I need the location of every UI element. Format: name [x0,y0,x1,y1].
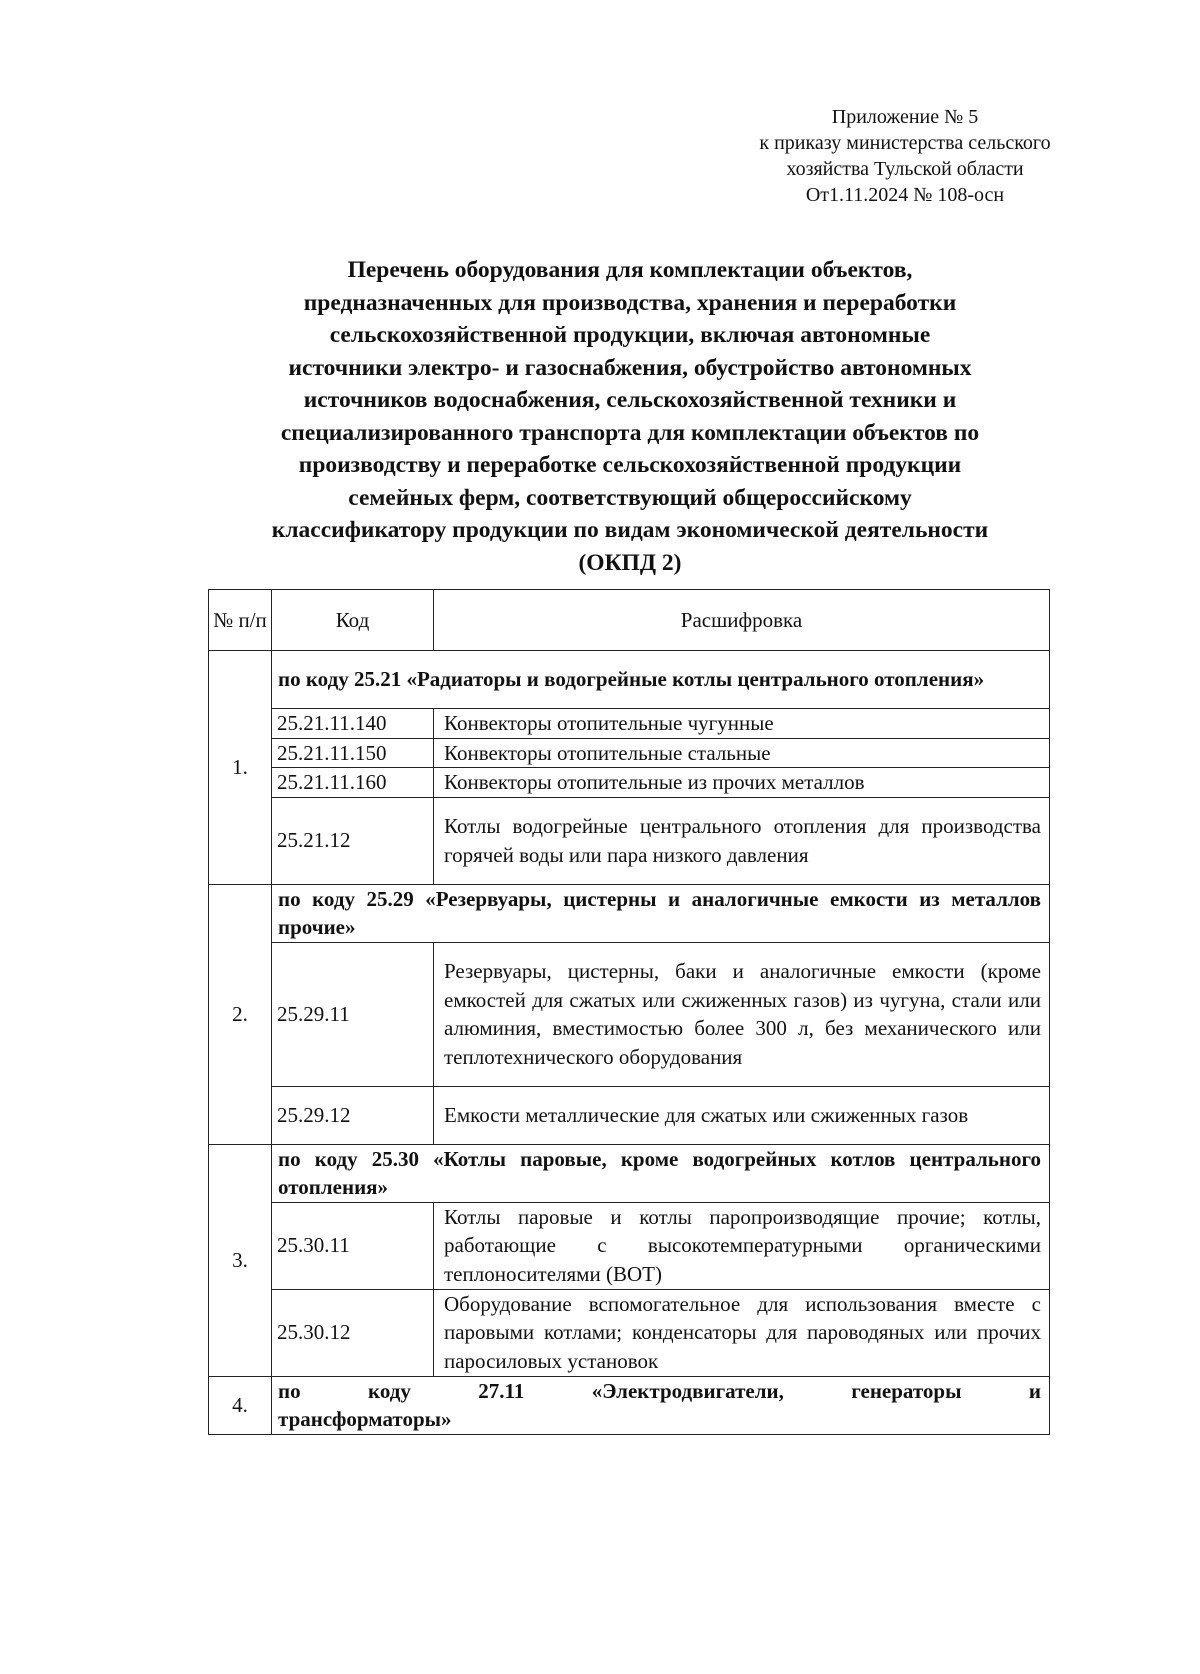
title-line: источников водоснабжения, сельскохозяйственной техники и [303,387,957,413]
title-line: (ОКПД 2) [578,549,682,576]
annex-header [720,104,1090,208]
table-row [209,942,1050,1086]
table-row [209,768,1050,798]
row-desc: Резервуары, цистерны, баки и аналогичные емкости (кроме емкостей для сжатых или сжиженных газов) из чугуна, стали или алюминия, вместимостью более 300 л, без механического или теплотехнического оборудования [434,942,1050,1086]
title-line: предназначенных для производства, хранения и переработки [303,289,957,316]
table-row [209,1289,1050,1376]
group-heading-row [209,651,1050,709]
header-code: Код [272,590,434,651]
row-code: 25.21.11.160 [272,768,434,798]
title-line: производству и переработке сельскохозяйственной продукции [298,452,962,478]
row-desc: Емкости металлические для сжатых или сжиженных газов [434,1086,1050,1144]
row-code: 25.29.12 [272,1086,434,1144]
header-desc: Расшифровка [434,590,1050,651]
title-line: источники электро- и газоснабжения, обустройство автономных [288,354,972,381]
table-row [209,1202,1050,1289]
row-desc: Конвекторы отопительные из прочих металлов [434,768,1050,798]
group-heading: по коду 25.30 «Котлы паровые, кроме водогрейных котлов центрального отопления» [272,1144,1050,1202]
annex-authority-line: хозяйства Тульской области [786,158,1024,180]
header-num: № п/п [209,590,272,651]
row-desc: Котлы водогрейные центрального отопления для производства горячей воды или пара низкого давления [434,797,1050,884]
row-code: 25.21.11.140 [272,709,434,739]
row-desc: Оборудование вспомогательное для использования вместе с паровыми котлами; конденсаторы для пароводяных или прочих паросиловых установок [434,1289,1050,1376]
row-code: 25.21.11.150 [272,738,434,768]
title-line: классификатору продукции по видам экономической деятельности [271,517,989,543]
table-row [209,1086,1050,1144]
group-number: 1. [209,651,272,885]
row-desc: Котлы паровые и котлы паропроизводящие прочие; котлы, работающие с высокотемпературными органическими теплоносителями (ВОТ) [434,1202,1050,1289]
group-number: 4. [209,1376,272,1434]
title-line: сельскохозяйственной продукции, включая автономные [329,322,931,348]
table-header-row [209,590,1050,651]
title-line: семейных ферм, соответствующий общероссийскому [348,484,912,511]
table-row [209,797,1050,884]
group-heading-row [209,1376,1050,1434]
group-heading-row [209,884,1050,942]
table-row [209,738,1050,768]
row-desc: Конвекторы отопительные стальные [434,738,1050,768]
group-heading-line: трансформаторы» [278,1407,452,1431]
equipment-table [208,589,1050,1435]
group-heading: по коду 25.21 «Радиаторы и водогрейные котлы центрального отопления» [272,651,1050,709]
group-heading-line: по коду 27.11 «Электродвигатели, генераторы и [278,1378,1041,1403]
group-number: 2. [209,884,272,1144]
table-row [209,709,1050,739]
group-heading [272,1376,1050,1434]
row-code: 25.30.12 [272,1289,434,1376]
group-heading: по коду 25.29 «Резервуары, цистерны и аналогичные емкости из металлов прочие» [272,884,1050,942]
group-number: 3. [209,1144,272,1376]
row-code: 25.29.11 [272,942,434,1086]
title-line: специализированного транспорта для комплектации объектов по [280,419,980,446]
annex-order-line: к приказу министерства сельского [759,132,1051,154]
annex-number: Приложение № 5 [831,106,979,128]
row-desc: Конвекторы отопительные чугунные [434,709,1050,739]
row-code: 25.30.11 [272,1202,434,1289]
group-heading-row [209,1144,1050,1202]
document-title [190,254,1070,579]
title-line: Перечень оборудования для комплектации объектов, [347,257,913,283]
annex-date-line: От1.11.2024 № 108-осн [805,184,1005,206]
row-code: 25.21.12 [272,797,434,884]
